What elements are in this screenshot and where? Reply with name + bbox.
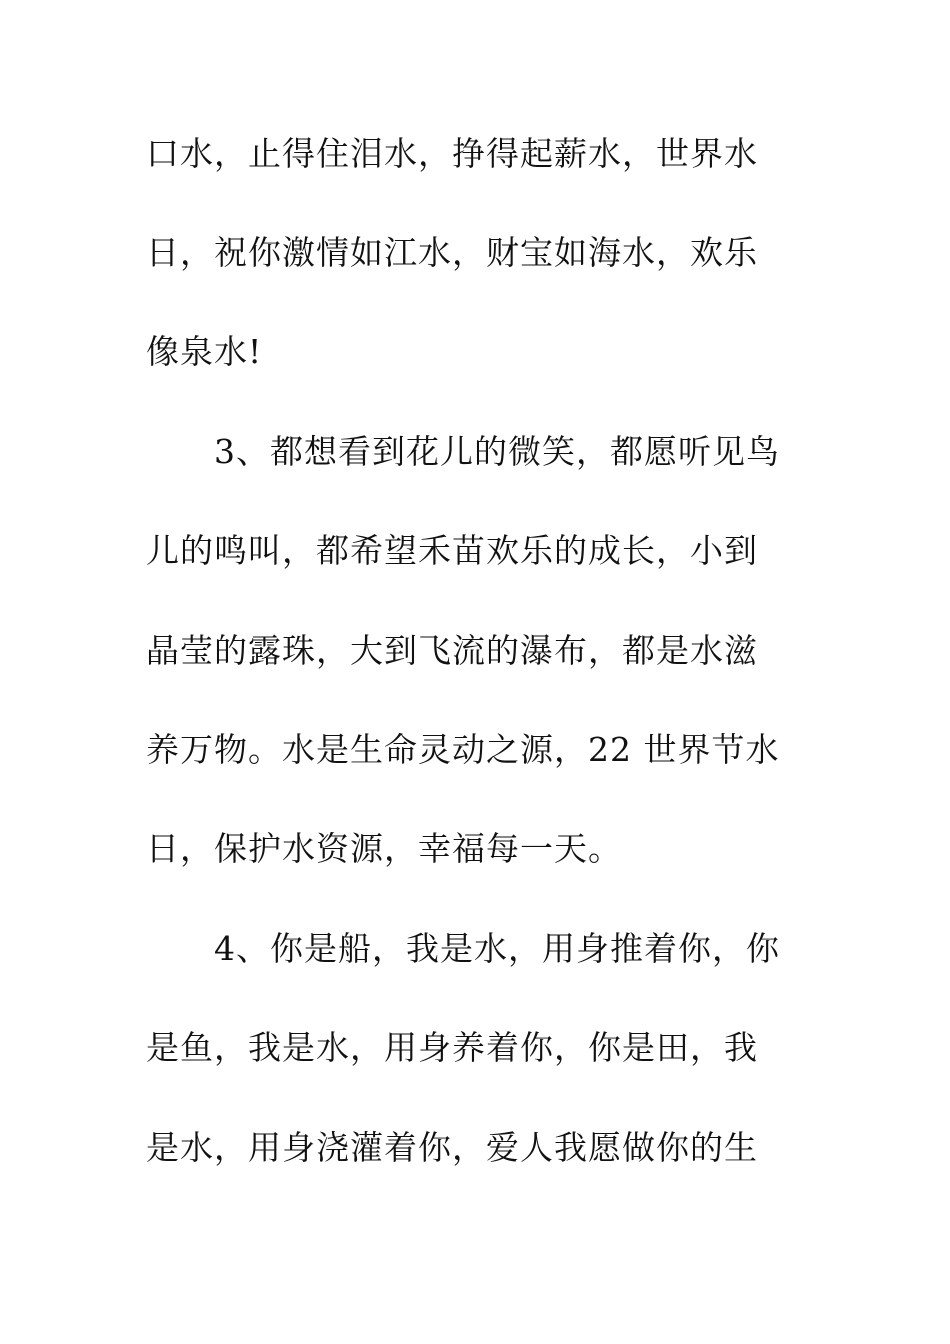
text-line-7: 养万物。水是生命灵动之源，22 世界节水 (146, 730, 780, 769)
text-line-9: 4、你是船，我是水，用身推着你，你 (214, 929, 780, 968)
text-line-3: 像泉水! (146, 332, 263, 371)
text-line-4: 3、都想看到花儿的微笑，都愿听见鸟 (214, 432, 780, 471)
text-line-5: 儿的鸣叫，都希望禾苗欢乐的成长，小到 (146, 531, 758, 570)
text-line-11: 是水，用身浇灌着你，爱人我愿做你的生 (146, 1128, 758, 1167)
text-line-1: 口水，止得住泪水，挣得起薪水，世界水 (146, 134, 758, 173)
text-line-2: 日，祝你激情如江水，财宝如海水，欢乐 (146, 233, 758, 272)
text-line-10: 是鱼，我是水，用身养着你，你是田，我 (146, 1028, 758, 1067)
text-line-8: 日，保护水资源，幸福每一天。 (146, 829, 622, 868)
text-line-6: 晶莹的露珠，大到飞流的瀑布，都是水滋 (146, 631, 758, 670)
